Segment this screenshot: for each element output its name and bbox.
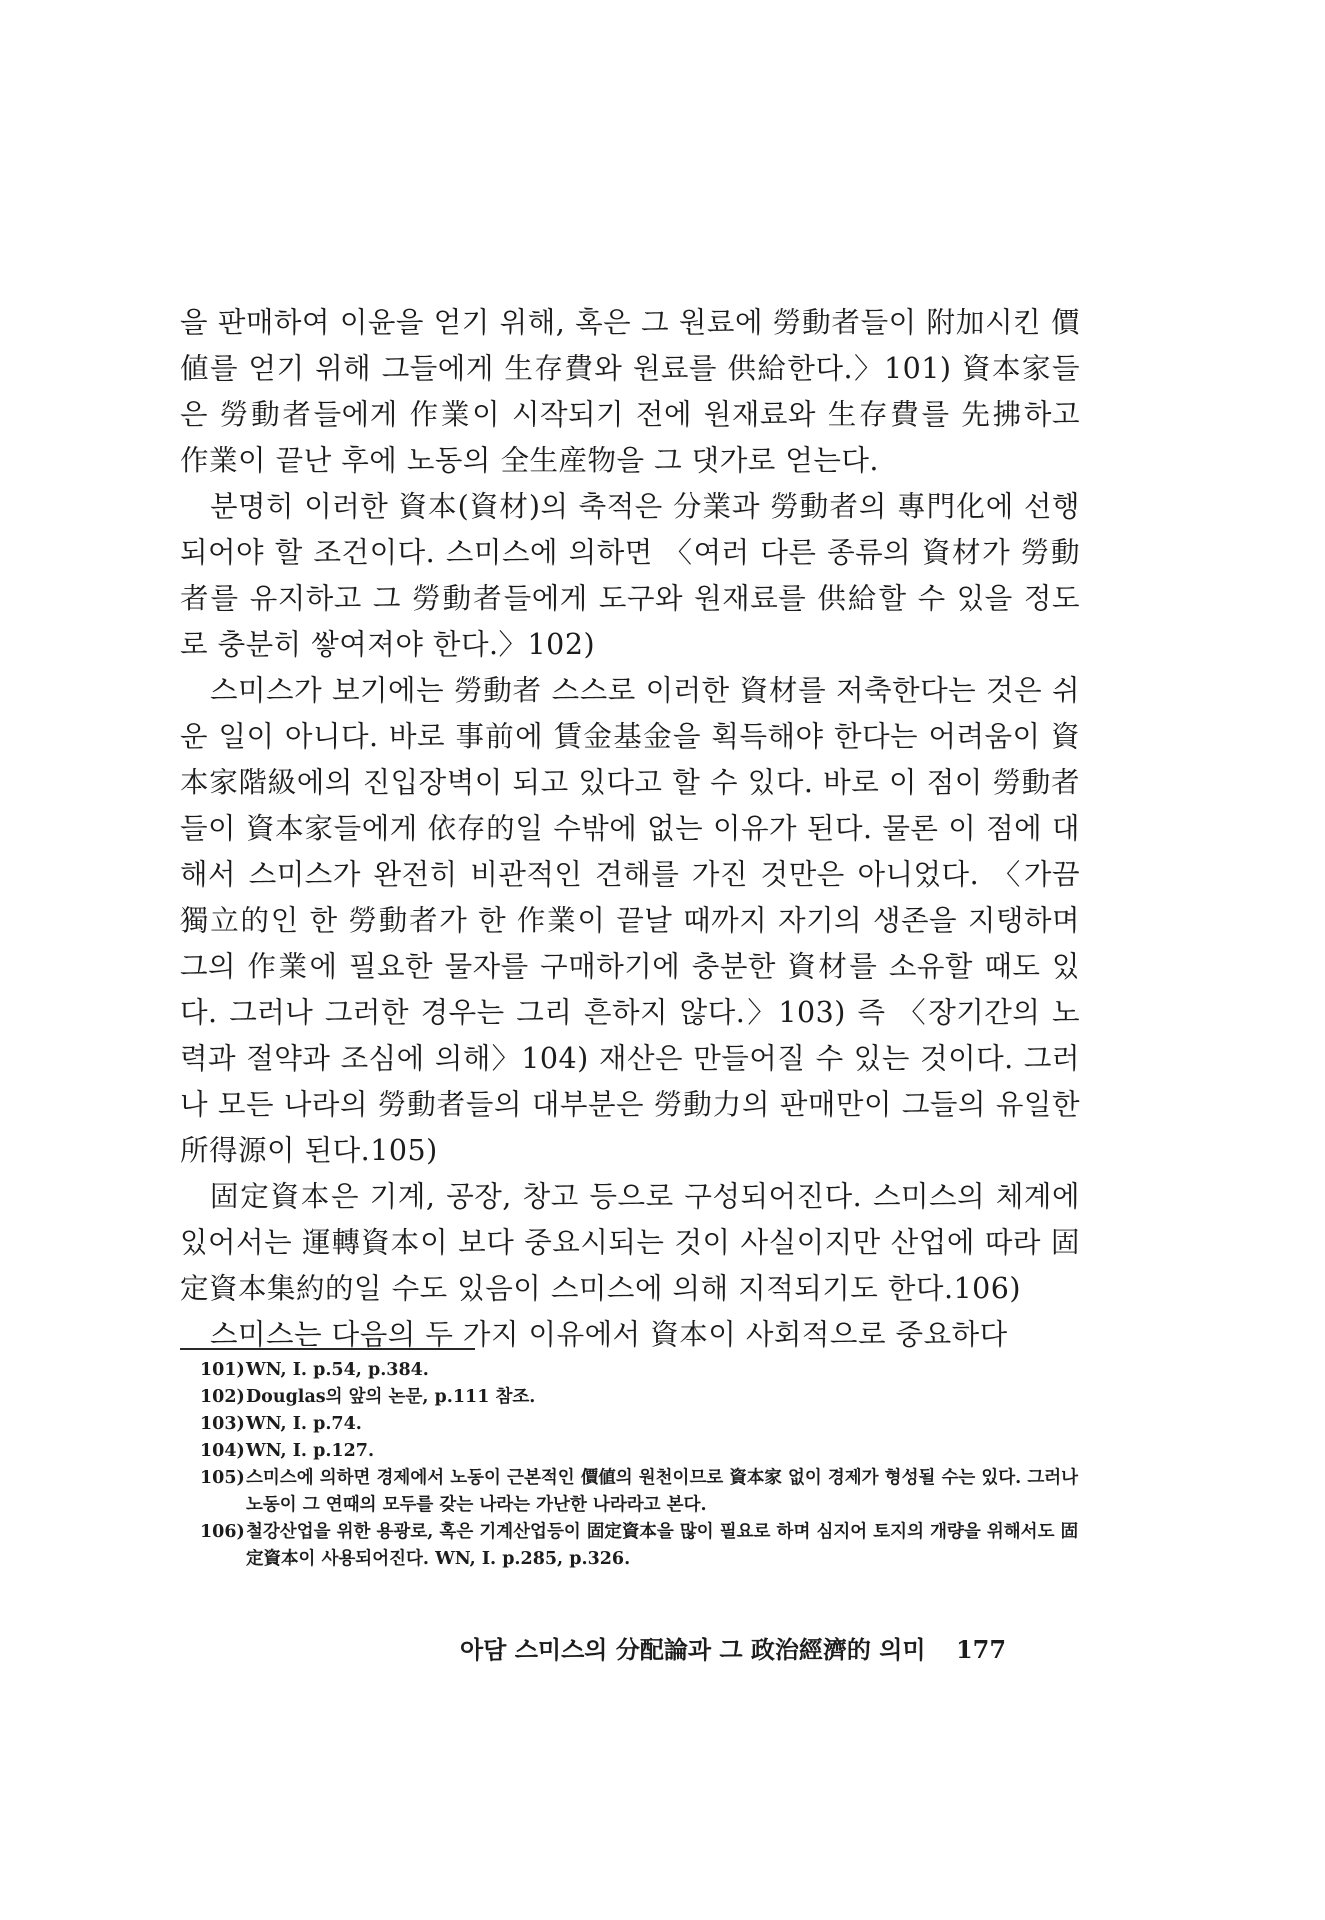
footnote: [200, 1357, 1080, 1384]
running-footer: [460, 1635, 1080, 1665]
footnote: [200, 1519, 1080, 1573]
footnote-number: 101): [200, 1360, 245, 1380]
footnote-text: 스미스에 의하면 경제에서 노동이 근본적인 價値의 원천이므로 資本家 없이 경제가 형성될 수는 있다. 그러나 노동이 그 연때의 모두를 갖는 나라는 가난한 나라라고 본다.: [246, 1468, 1079, 1515]
footnote-number: 103): [200, 1414, 245, 1434]
paragraph: 스미스는 다음의 두 가지 이유에서 資本이 사회적으로 중요하다: [210, 1318, 1008, 1351]
paragraph: 분명히 이러한 資本(資材)의 축적은 分業과 勞動者의 專門化에 선행되어야 할 조건이다. 스미스에 의하면 〈여러 다른 종류의 資材가 勞動者를 유지하고 그 勞動者들에게 도구와 원재료를 供給할 수 있을 정도로 충분히 쌓여져야 한다.〉102): [180, 490, 1080, 661]
page-number: 177: [955, 1635, 1007, 1664]
footnote: [200, 1411, 1080, 1438]
footnote-number: 105): [200, 1468, 245, 1488]
footnote-text: WN, I. p.54, p.384.: [246, 1360, 429, 1380]
footnote: [200, 1438, 1080, 1465]
footnote-text: 철강산업을 위한 용광로, 혹은 기계산업등이 固定資本을 많이 필요로 하며 심지어 토지의 개량을 위해서도 固定資本이 사용되어진다. WN, I. p.285, p.326.: [246, 1522, 1079, 1569]
page-body: [180, 300, 1080, 1358]
footnote-text: WN, I. p.127.: [246, 1441, 375, 1461]
footnote-number: 106): [200, 1522, 245, 1542]
footnote-text: Douglas의 앞의 논문, p.111 참조.: [246, 1387, 536, 1407]
body-text: [180, 300, 1080, 1358]
footnote-number: 104): [200, 1441, 245, 1461]
paragraph: 스미스가 보기에는 勞動者 스스로 이러한 資材를 저축한다는 것은 쉬운 일이 아니다. 바로 事前에 賃金基金을 획득해야 한다는 어려움이 資本家階級에의 진입장벽이 되고 있다고 할 수 있다. 바로 이 점이 勞動者들이 資本家들에게 依存的일 수밖에 없는 이유가 된다. 물론 이 점에 대해서 스미스가 완전히 비관적인 견해를 가진 것만은 아니었다. 〈가끔 獨立的인 한 勞動者가 한 作業이 끝날 때까지 자기의 생존을 지탱하며 그의 作業에 필요한 물자를 구매하기에 충분한 資材를 소유할 때도 있다. 그러나 그러한 경우는 그리 흔하지 않다.〉103) 즉 〈장기간의 노력과 절약과 조심에 의해〉104) 재산은 만들어질 수 있는 것이다. 그러나 모든 나라의 勞動者들의 대부분은 勞動力의 판매만이 그들의 유일한 所得源이 된다.105): [180, 674, 1080, 1167]
footnote: [200, 1465, 1080, 1519]
footnote-number: 102): [200, 1387, 245, 1407]
footnote-rule: [180, 1348, 475, 1350]
running-footer-title: 아담 스미스의 分配論과 그 政治經濟的 의미: [460, 1635, 926, 1664]
footnotes: [200, 1357, 1080, 1573]
paragraph: 을 판매하여 이윤을 얻기 위해, 혹은 그 원료에 勞動者들이 附加시킨 價値를 얻기 위해 그들에게 生存費와 원료를 供給한다.〉101) 資本家들은 勞動者들에게 作業이 시작되기 전에 원재료와 生存費를 先拂하고 作業이 끝난 후에 노동의 全生産物을 그 댓가로 얻는다.: [180, 306, 1080, 477]
paragraph: 固定資本은 기계, 공장, 창고 등으로 구성되어진다. 스미스의 체계에 있어서는 運轉資本이 보다 중요시되는 것이 사실이지만 산업에 따라 固定資本集約的일 수도 있음이 스미스에 의해 지적되기도 한다.106): [180, 1180, 1080, 1305]
footnote: [200, 1384, 1080, 1411]
footnote-text: WN, I. p.74.: [246, 1414, 362, 1434]
